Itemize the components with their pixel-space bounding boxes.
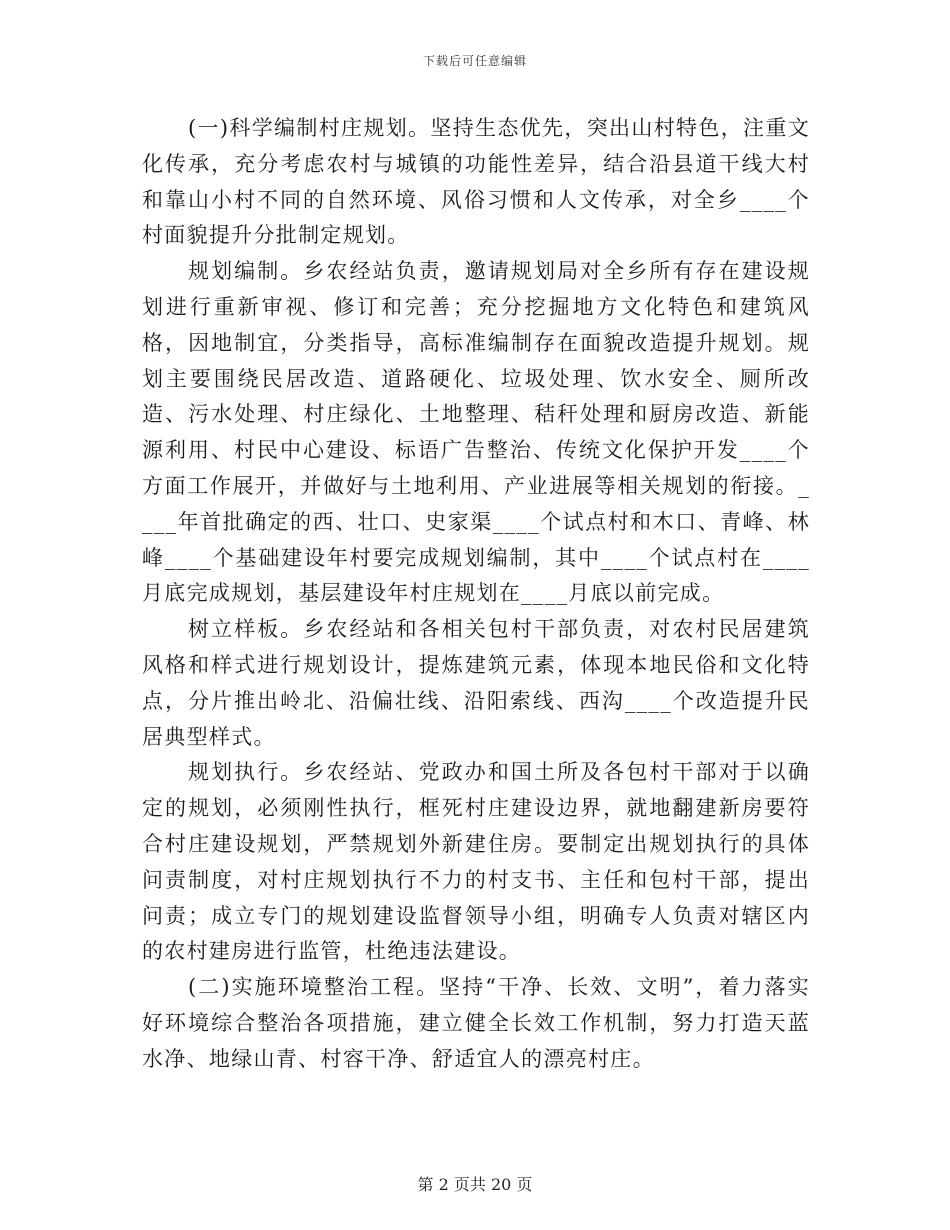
page-header-note: 下载后可任意编辑 xyxy=(422,54,527,68)
page-number: 第 2 页共 20 页 xyxy=(417,1175,533,1194)
paragraph-planning-execution: 规划执行。乡农经站、党政办和国土所及各包村干部对于以确定的规划，必须刚性执行，框死村庄建设边界，就地翻建新房要符合村庄建设规划，严禁规划外新建住房。要制定出规划执行的具体问责制度，对村庄规划执行不力的村支书、主任和包村干部，提出问责；成立专门的规划建设监督领导小组，明确专人负责对辖区内的农村建房进行监管，杜绝违法建设。 xyxy=(142,760,810,964)
paragraph-model-templates: 树立样板。乡农经站和各相关包村干部负责，对农村民居建筑风格和样式进行规划设计，提炼建筑元素，体现本地民俗和文化特点，分片推出岭北、沿偏壮线、沿阳索线、西沟____个改造提升民居典型样式。 xyxy=(142,617,810,749)
paragraph-environment-renovation: (二)实施环境整治工程。坚持“干净、长效、文明”，着力落实好环境综合整治各项措施，建立健全长效工作机制，努力打造天蓝水净、地绿山青、村容干净、舒适宜人的漂亮村庄。 xyxy=(142,975,810,1071)
paragraph-planning-compilation: 规划编制。乡农经站负责，邀请规划局对全乡所有存在建设规划进行重新审视、修订和完善；充分挖掘地方文化特色和建筑风格，因地制宜，分类指导，高标准编制存在面貌改造提升规划。规划主要围绕民居改造、道路硬化、垃圾处理、饮水安全、厕所改造、污水处理、村庄绿化、土地整理、秸秆处理和厨房改造、新能源利用、村民中心建设、标语广告整治、传统文化保护开发____个方面工作展开，并做好与土地利用、产业进展等相关规划的衔接。____年首批确定的西、壮口、史家渠____个试点村和木口、青峰、林峰____个基础建设年村要完成规划编制，其中____个试点村在____月底完成规划，基层建设年村庄规划在____月底以前完成。 xyxy=(142,259,810,606)
document-body xyxy=(142,111,810,1078)
paragraph-village-planning: (一)科学编制村庄规划。坚持生态优先，突出山村特色，注重文化传承，充分考虑农村与城镇的功能性差异，结合沿县道干线大村和靠山小村不同的自然环境、风俗习惯和人文传承，对全乡____个村面貌提升分批制定规划。 xyxy=(142,116,810,248)
